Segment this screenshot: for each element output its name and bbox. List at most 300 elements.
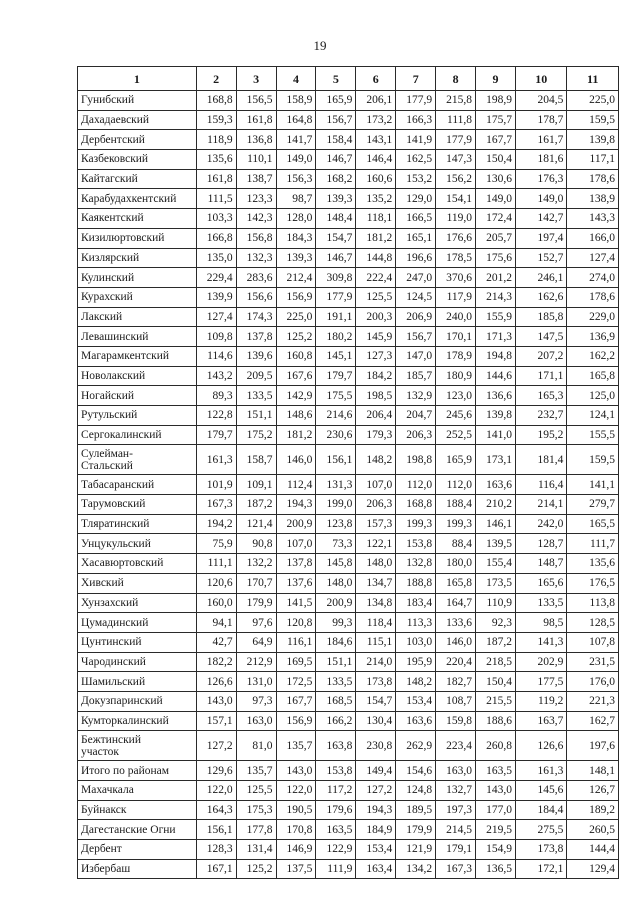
value-cell: 197,4 [515,228,566,248]
value-cell: 157,1 [196,711,236,731]
column-header: 9 [476,67,516,91]
value-cell: 207,2 [515,346,566,366]
value-cell: 163,6 [476,475,516,495]
value-cell: 114,6 [196,346,236,366]
value-cell: 370,6 [436,268,476,288]
value-cell: 176,3 [515,169,566,189]
value-cell: 177,9 [436,130,476,150]
district-name: Дагестанские Огни [78,820,197,840]
value-cell: 172,5 [276,672,316,692]
value-cell: 116,1 [276,632,316,652]
value-cell: 152,7 [515,248,566,268]
value-cell: 170,1 [436,327,476,347]
value-cell: 175,3 [236,800,276,820]
table-row [78,652,619,672]
value-cell: 166,2 [316,711,356,731]
value-cell: 214,3 [476,287,516,307]
value-cell: 182,7 [436,672,476,692]
value-cell: 165,9 [316,91,356,111]
value-cell: 126,7 [567,781,619,801]
value-cell: 125,5 [236,781,276,801]
value-cell: 139,3 [316,189,356,209]
value-cell: 178,6 [567,287,619,307]
district-name: Хивский [78,573,197,593]
value-cell: 122,0 [196,781,236,801]
value-cell: 129,4 [567,859,619,879]
value-cell: 124,8 [396,781,436,801]
value-cell: 171,3 [476,327,516,347]
value-cell: 98,5 [515,613,566,633]
district-name: Буйнакск [78,800,197,820]
value-cell: 154,6 [396,761,436,781]
value-cell: 181,2 [276,425,316,445]
value-cell: 122,0 [276,781,316,801]
value-cell: 242,0 [515,514,566,534]
value-cell: 156,1 [316,445,356,475]
value-cell: 167,7 [476,130,516,150]
value-cell: 146,7 [316,248,356,268]
value-cell: 135,2 [356,189,396,209]
value-cell: 131,3 [316,475,356,495]
value-cell: 121,4 [236,514,276,534]
value-cell: 210,2 [476,495,516,515]
value-cell: 148,6 [276,406,316,426]
value-cell: 165,8 [436,573,476,593]
value-cell: 246,1 [515,268,566,288]
value-cell: 116,4 [515,475,566,495]
table-row [78,761,619,781]
column-header: 10 [515,67,566,91]
value-cell: 150,4 [476,672,516,692]
value-cell: 162,6 [515,287,566,307]
value-cell: 143,2 [196,366,236,386]
value-cell: 145,8 [316,554,356,574]
district-name: Курахский [78,287,197,307]
value-cell: 111,5 [196,189,236,209]
value-cell: 179,3 [356,425,396,445]
value-cell: 154,9 [476,840,516,860]
table-row [78,110,619,130]
value-cell: 135,6 [196,150,236,170]
value-cell: 163,5 [316,820,356,840]
value-cell: 156,2 [436,169,476,189]
value-cell: 225,0 [567,91,619,111]
value-cell: 159,5 [567,445,619,475]
district-name: Ногайский [78,386,197,406]
value-cell: 168,8 [196,91,236,111]
value-cell: 137,8 [236,327,276,347]
table-row [78,425,619,445]
value-cell: 185,8 [515,307,566,327]
value-cell: 164,3 [196,800,236,820]
value-cell: 177,8 [236,820,276,840]
value-cell: 175,5 [316,386,356,406]
value-cell: 99,3 [316,613,356,633]
value-cell: 178,7 [515,110,566,130]
value-cell: 156,3 [276,169,316,189]
value-cell: 117,1 [567,150,619,170]
value-cell: 148,2 [356,445,396,475]
value-cell: 146,1 [476,514,516,534]
value-cell: 230,6 [316,425,356,445]
value-cell: 139,6 [236,346,276,366]
value-cell: 191,1 [316,307,356,327]
value-cell: 149,0 [515,189,566,209]
value-cell: 122,9 [316,840,356,860]
district-name: Цумадинский [78,613,197,633]
value-cell: 173,8 [356,672,396,692]
value-cell: 173,1 [476,445,516,475]
table-row [78,495,619,515]
district-name-line: Бежтинский [81,733,141,746]
value-cell: 151,1 [316,652,356,672]
column-header: 11 [567,67,619,91]
table-row [78,248,619,268]
district-name: Кизилюртовский [78,228,197,248]
district-name: Левашинский [78,327,197,347]
value-cell: 195,9 [396,652,436,672]
value-cell: 274,0 [567,268,619,288]
value-cell: 159,8 [436,711,476,731]
value-cell: 219,5 [476,820,516,840]
value-cell: 139,9 [196,287,236,307]
value-cell: 90,8 [236,534,276,554]
value-cell: 206,9 [396,307,436,327]
value-cell: 64,9 [236,632,276,652]
district-name: Махачкала [78,781,197,801]
value-cell: 179,9 [236,593,276,613]
district-name: Избербаш [78,859,197,879]
table-row [78,228,619,248]
value-cell: 178,6 [567,169,619,189]
value-cell: 160,0 [196,593,236,613]
value-cell: 279,7 [567,495,619,515]
value-cell: 167,6 [276,366,316,386]
value-cell: 194,8 [476,346,516,366]
value-cell: 176,6 [436,228,476,248]
value-cell: 156,7 [396,327,436,347]
value-cell: 156,9 [276,287,316,307]
column-header: 2 [196,67,236,91]
value-cell: 139,8 [567,130,619,150]
value-cell: 198,5 [356,386,396,406]
value-cell: 97,3 [236,691,276,711]
table-row [78,840,619,860]
value-cell: 181,2 [356,228,396,248]
value-cell: 168,5 [316,691,356,711]
value-cell: 148,4 [316,209,356,229]
value-cell: 98,7 [276,189,316,209]
value-cell: 136,8 [236,130,276,150]
value-cell: 148,2 [396,672,436,692]
value-cell: 97,6 [236,613,276,633]
value-cell: 180,9 [436,366,476,386]
value-cell: 135,0 [196,248,236,268]
value-cell: 143,1 [356,130,396,150]
table-row [78,691,619,711]
table-row [78,287,619,307]
value-cell: 134,2 [396,859,436,879]
value-cell: 125,2 [276,327,316,347]
table-row [78,554,619,574]
value-cell: 145,1 [316,346,356,366]
table-row [78,632,619,652]
table-row [78,406,619,426]
value-cell: 153,4 [356,840,396,860]
value-cell: 156,8 [236,228,276,248]
table-row [78,800,619,820]
value-cell: 119,2 [515,691,566,711]
value-cell: 209,5 [236,366,276,386]
value-cell: 262,9 [396,731,436,761]
value-cell: 181,6 [515,150,566,170]
district-name: Магарамкентский [78,346,197,366]
value-cell: 149,0 [476,189,516,209]
table-row [78,445,619,475]
table-row [78,150,619,170]
value-cell: 194,3 [356,800,396,820]
value-cell: 167,3 [436,859,476,879]
value-cell: 92,3 [476,613,516,633]
value-cell: 177,9 [316,287,356,307]
value-cell: 198,9 [476,91,516,111]
value-cell: 130,4 [356,711,396,731]
district-name: Хунзахский [78,593,197,613]
value-cell: 127,2 [196,731,236,761]
value-cell: 153,2 [396,169,436,189]
value-cell: 73,3 [316,534,356,554]
value-cell: 155,9 [476,307,516,327]
district-name: Казбековский [78,150,197,170]
district-name: Кулинский [78,268,197,288]
value-cell: 185,7 [396,366,436,386]
value-cell: 144,6 [476,366,516,386]
value-cell: 161,3 [196,445,236,475]
value-cell: 180,0 [436,554,476,574]
district-name: Докузпаринский [78,691,197,711]
value-cell: 205,7 [476,228,516,248]
value-cell: 118,9 [196,130,236,150]
value-cell: 168,8 [396,495,436,515]
value-cell: 141,7 [276,130,316,150]
district-name: Унцукульский [78,534,197,554]
value-cell: 139,3 [276,248,316,268]
value-cell: 176,5 [567,573,619,593]
value-cell: 153,8 [316,761,356,781]
value-cell: 184,3 [276,228,316,248]
value-cell: 154,7 [356,691,396,711]
value-cell: 188,4 [436,495,476,515]
district-name: Гунибский [78,91,197,111]
value-cell: 161,3 [515,761,566,781]
value-cell: 149,0 [276,150,316,170]
value-cell: 161,8 [196,169,236,189]
value-cell: 206,1 [356,91,396,111]
table-row [78,672,619,692]
value-cell: 214,6 [316,406,356,426]
value-cell: 101,9 [196,475,236,495]
value-cell: 166,5 [396,209,436,229]
value-cell: 128,7 [515,534,566,554]
district-name [78,445,197,475]
table-row [78,189,619,209]
value-cell: 122,8 [196,406,236,426]
district-name-line: Стальский [81,459,133,472]
value-cell: 179,7 [196,425,236,445]
value-cell: 154,7 [316,228,356,248]
value-cell: 111,9 [316,859,356,879]
table-row [78,534,619,554]
table-body [78,91,619,879]
value-cell: 122,1 [356,534,396,554]
value-cell: 148,0 [316,573,356,593]
value-cell: 156,9 [276,711,316,731]
value-cell: 146,0 [276,445,316,475]
value-cell: 214,0 [356,652,396,672]
column-header: 8 [436,67,476,91]
value-cell: 197,6 [567,731,619,761]
district-name: Шамильский [78,672,197,692]
value-cell: 182,2 [196,652,236,672]
value-cell: 111,7 [567,534,619,554]
value-cell: 202,9 [515,652,566,672]
value-cell: 175,6 [476,248,516,268]
value-cell: 162,7 [567,711,619,731]
value-cell: 110,1 [236,150,276,170]
value-cell: 173,2 [356,110,396,130]
value-cell: 148,0 [356,554,396,574]
table-row [78,514,619,534]
value-cell: 146,0 [436,632,476,652]
district-name: Цунтинский [78,632,197,652]
value-cell: 131,0 [236,672,276,692]
value-cell: 229,0 [567,307,619,327]
value-cell: 172,1 [515,859,566,879]
value-cell: 168,2 [316,169,356,189]
value-cell: 143,0 [476,781,516,801]
value-cell: 166,8 [196,228,236,248]
value-cell: 164,7 [436,593,476,613]
district-name: Тляратинский [78,514,197,534]
value-cell: 127,3 [356,346,396,366]
column-header: 4 [276,67,316,91]
value-cell: 120,6 [196,573,236,593]
value-cell: 160,6 [356,169,396,189]
value-cell: 195,2 [515,425,566,445]
value-cell: 163,7 [515,711,566,731]
value-cell: 133,6 [436,613,476,633]
value-cell: 132,9 [396,386,436,406]
value-cell: 137,5 [276,859,316,879]
district-name: Дербентский [78,130,197,150]
value-cell: 115,1 [356,632,396,652]
value-cell: 220,4 [436,652,476,672]
value-cell: 212,4 [276,268,316,288]
value-cell: 189,2 [567,800,619,820]
value-cell: 200,9 [316,593,356,613]
value-cell: 147,3 [436,150,476,170]
value-cell: 111,1 [196,554,236,574]
value-cell: 275,5 [515,820,566,840]
table-row [78,169,619,189]
table-row [78,731,619,761]
value-cell: 156,1 [196,820,236,840]
value-cell: 112,0 [436,475,476,495]
value-cell: 158,7 [236,445,276,475]
district-name: Кумторкалинский [78,711,197,731]
value-cell: 175,7 [476,110,516,130]
value-cell: 183,4 [396,593,436,613]
value-cell: 184,4 [515,800,566,820]
value-cell: 145,9 [356,327,396,347]
value-cell: 196,6 [396,248,436,268]
value-cell: 146,9 [276,840,316,860]
value-cell: 175,2 [236,425,276,445]
value-cell: 103,0 [396,632,436,652]
value-cell: 125,0 [567,386,619,406]
value-cell: 159,5 [567,110,619,130]
value-cell: 163,4 [356,859,396,879]
value-cell: 141,0 [476,425,516,445]
value-cell: 179,1 [436,840,476,860]
value-cell: 138,7 [236,169,276,189]
value-cell: 166,3 [396,110,436,130]
value-cell: 111,8 [436,110,476,130]
value-cell: 167,3 [196,495,236,515]
value-cell: 229,4 [196,268,236,288]
value-cell: 174,3 [236,307,276,327]
value-cell: 113,8 [567,593,619,613]
value-cell: 160,8 [276,346,316,366]
value-cell: 141,1 [567,475,619,495]
district-name: Чародинский [78,652,197,672]
value-cell: 206,3 [396,425,436,445]
value-cell: 107,8 [567,632,619,652]
value-cell: 158,4 [316,130,356,150]
value-cell: 144,4 [567,840,619,860]
value-cell: 128,0 [276,209,316,229]
value-cell: 260,8 [476,731,516,761]
value-cell: 146,7 [316,150,356,170]
value-cell: 162,2 [567,346,619,366]
value-cell: 134,8 [356,593,396,613]
value-cell: 126,6 [196,672,236,692]
value-cell: 112,0 [396,475,436,495]
value-cell: 145,6 [515,781,566,801]
value-cell: 252,5 [436,425,476,445]
value-cell: 117,2 [316,781,356,801]
value-cell: 112,4 [276,475,316,495]
value-cell: 188,8 [396,573,436,593]
value-cell: 42,7 [196,632,236,652]
value-cell: 136,9 [567,327,619,347]
value-cell: 144,8 [356,248,396,268]
district-name-line: участок [81,745,119,758]
value-cell: 204,7 [396,406,436,426]
value-cell: 103,3 [196,209,236,229]
value-cell: 139,8 [476,406,516,426]
value-cell: 194,2 [196,514,236,534]
value-cell: 134,7 [356,573,396,593]
value-cell: 283,6 [236,268,276,288]
value-cell: 221,3 [567,691,619,711]
value-cell: 162,5 [396,150,436,170]
value-cell: 232,7 [515,406,566,426]
value-cell: 215,5 [476,691,516,711]
value-cell: 147,5 [515,327,566,347]
value-cell: 247,0 [396,268,436,288]
value-cell: 199,3 [396,514,436,534]
